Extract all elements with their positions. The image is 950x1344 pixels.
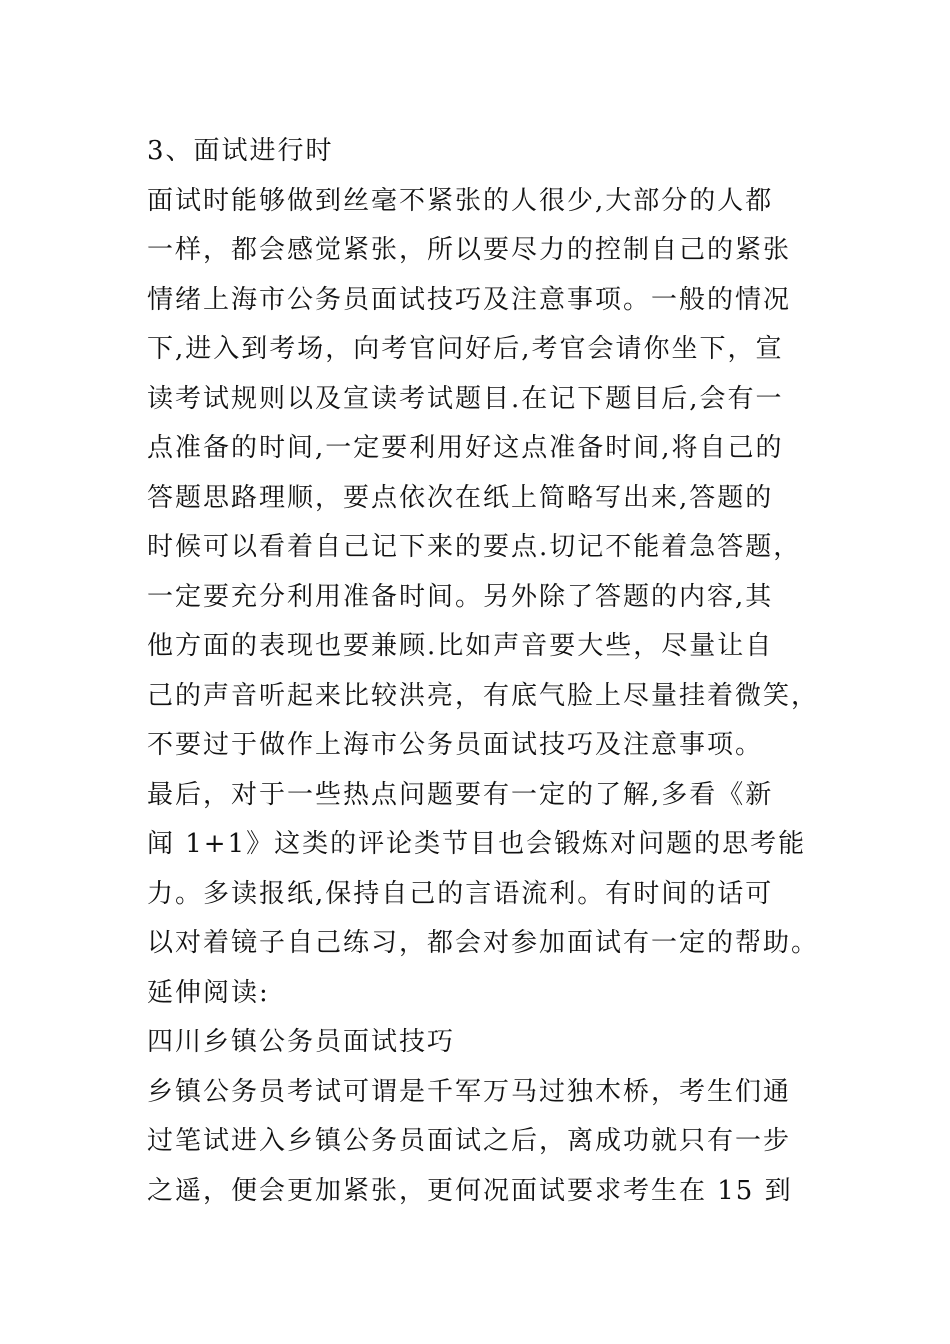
paragraph-line: 闻 1+1》这类的评论类节目也会锻炼对问题的思考能: [147, 829, 807, 859]
subheading: 四川乡镇公务员面试技巧: [147, 1027, 456, 1057]
paragraph-line: 面试时能够做到丝毫不紧张的人很少,大部分的人都: [147, 185, 774, 216]
paragraph-line: 一样，都会感觉紧张，所以要尽力的控制自己的紧张: [147, 235, 792, 265]
paragraph-line: 力。多读报纸,保持自己的言语流利。有时间的话可: [147, 878, 774, 909]
paragraph-line: 点准备的时间,一定要利用好这点准备时间,将自己的: [147, 433, 784, 463]
paragraph-line: 答题思路理顺，要点依次在纸上简略写出来,答题的: [147, 482, 774, 513]
extended-reading-label: 延伸阅读:: [147, 977, 270, 1008]
document-body: [147, 127, 819, 1216]
paragraph-line: 之遥，便会更加紧张，更何况面试要求考生在 15 到: [147, 1175, 793, 1206]
section-heading: 3、面试进行时: [147, 136, 334, 166]
paragraph-line: 乡镇公务员考试可谓是千军万马过独木桥，考生们通: [147, 1076, 792, 1107]
paragraph-line: 他方面的表现也要兼顾.比如声音要大些，尽量让自: [147, 631, 774, 661]
paragraph-line: 以对着镜子自己练习，都会对参加面试有一定的帮助。: [147, 928, 820, 958]
paragraph-line: 一定要充分利用准备时间。另外除了答题的内容,其: [147, 581, 774, 612]
paragraph-line: 过笔试进入乡镇公务员面试之后，离成功就只有一步: [147, 1126, 792, 1156]
paragraph-line: 情绪上海市公务员面试技巧及注意事项。一般的情况: [147, 284, 792, 315]
paragraph-line: 下,进入到考场，向考官问好后,考官会请你坐下，宣: [147, 334, 784, 364]
paragraph-line: 最后，对于一些热点问题要有一定的了解,多看《新: [147, 779, 774, 810]
paragraph-line: 己的声音听起来比较洪亮，有底气脸上尽量挂着微笑，: [147, 680, 820, 711]
paragraph-line: 不要过于做作上海市公务员面试技巧及注意事项。: [147, 730, 764, 760]
paragraph-line: 读考试规则以及宣读考试题目.在记下题目后,会有一: [147, 383, 784, 414]
paragraph-line: 时候可以看着自己记下来的要点.切记不能着急答题，: [147, 532, 802, 562]
